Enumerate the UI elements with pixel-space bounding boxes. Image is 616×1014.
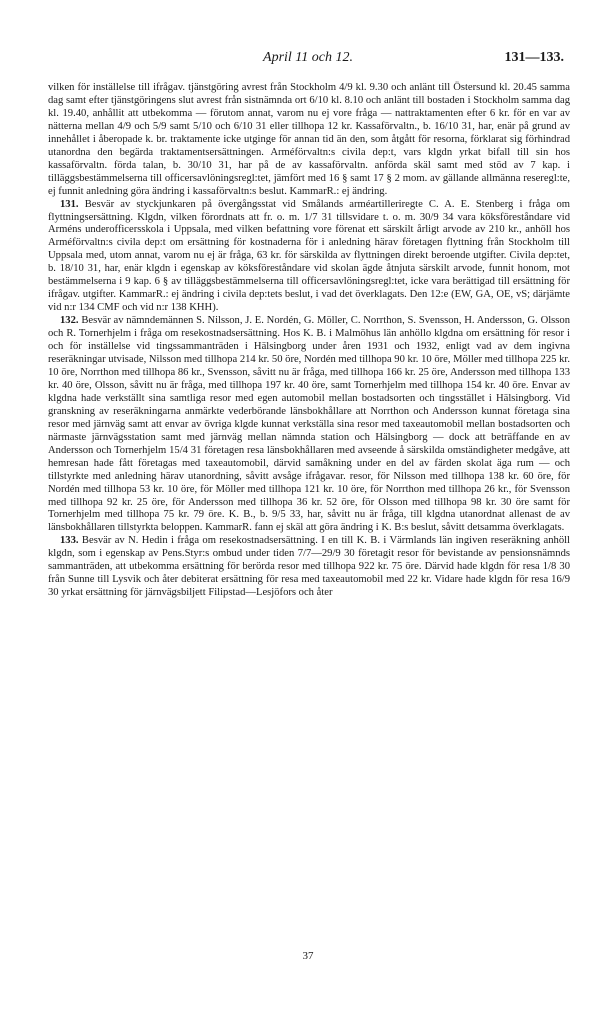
paragraph-text: vilken för inställelse till ifrågav. tjänstgöring avrest från Stockholm 4/9 kl. 9.30 och anlänt till Östersund kl. 20.45 samma dag samt efter tjänstgöringens slut avrest från sistnämnda ort 6/10 kl. 8.10 och anlänt till bostaden i Stockholm samma dag kl. 19.40, anhållit att utbekomma — förutom annat, varom nu ej vore fråga — nattraktamenten efter 6 kr. för en var av nätterna mellan 4/9 och 5/9 samt 5/10 och 6/10 31 eller tillhopa 12 kr. Kassaförvaltn., b. 16/10 31, har, enär på grund av innehållet i åberopade k. br. traktamente icke utginge för annan tid än den, som åtgått för resorna, förklarat sig förhindrad utanordna den begärda traktamentsersättningen. Arméförvaltn:s civila dep:t, vars klgdn yrkat bifall till sin hos kassaförvaltn. förda talan, b. 30/10 31, har på de av kassaförvaltn. anförda skäl samt med stöd av 7 kap. i tilläggsbestämmelserna till officersavlöningsregl:tet, jämfört med 16 § samt 17 § 2 mom. av gällande allmänna reseregl:te, ej funnit anledning göra ändring i kassaförvaltn:s beslut. KammarR.: ej ändring. (48, 82, 570, 197)
section-number: 131. (60, 198, 79, 210)
body-text (48, 82, 570, 600)
paragraph-text: Besvär av styckjunkaren på övergångsstat vid Smålands arméartilleriregte C. A. E. Stenberg i fråga om flyttningsersättning. Klgdn, vilken förordnats att fr. o. m. 1/7 31 tillsvidare t. o. m. 30/9 34 vara köksföreståndare vid Arméns underofficersskola i Uppsala, med vilken befattning vore förenat ett särskilt årligt arvode av 210 kr., anhöll hos Arméförvaltn:s civila dep:t om ersättning för kostnaderna för i anledning härav företagen flyttning från Stockholm till Uppsala med, utom annat, varom nu ej är fråga, 63 kr. för särskilda av flyttningen direkt beroende utgifter. Civila dep:tet, b. 18/10 31, har, enär klgdn i egenskap av köksföreståndare vid skolan ägde åtnjuta särskilt arvode, funnit honom, mot bestämmelserna i 9 kap. 6 § av tilläggsbestämmelserna till officersavlöningsregl:tet, icke vara berättigad till ersättning för ifrågav. utgifter. KammarR.: ej ändring i civila dep:tets beslut, i vad det överklagats. Den 12:e (EW, GA, OE, vS; därjämte vid n:r 134 CMF och vid n:r 138 KHH). (48, 198, 570, 314)
paragraph-131 (48, 199, 570, 316)
section-number: 132. (60, 315, 79, 327)
running-header (0, 50, 616, 72)
header-section-numbers: 131—133. (504, 50, 564, 65)
paragraph-continued (48, 82, 570, 199)
section-number: 133. (60, 535, 79, 547)
paragraph-132 (48, 315, 570, 535)
paragraph-133 (48, 535, 570, 600)
page-number: 37 (302, 950, 314, 962)
paragraph-text: Besvär av N. Hedin i fråga om resekostnadsersättning. I en till K. B. i Värmlands län ingiven reseräkning anhöll klgdn, som i egenskap av Pens.Styr:s ombud under tiden 7/7—29/9 30 företagit resor för bevistande av pensionsnämnds sammanträden, att utbekomma ersättning för berörda resor med tillhopa 922 kr. 75 öre. Därvid hade klgdn för resa 1/8 30 från Sunne till Lysvik och åter debiterat ersättning för resa med taxeautomobil med 22 kr. Vidare hade klgdn för resa 16/9 30 yrkat ersättning för järnvägsbiljett Filipstad—Lesjöfors och åter (48, 535, 570, 599)
header-date: April 11 och 12. (263, 50, 353, 65)
paragraph-text: Besvär av nämndemännen S. Nilsson, J. E. Nordén, G. Möller, C. Norrthon, S. Svensson, H. Andersson, G. Olsson och R. Tornerhjelm i fråga om resekostnadsersättning. Hos K. B. i Malmöhus län anhöllo klgdna om ersättning för resor i och för inställelse vid tingssammanträden i Hälsingborg under åren 1931 och 1932, enligt vad av dem ingivna reseräkningar utvisade, Nilsson med tillhopa 214 kr. 50 öre, Nordén med tillhopa 90 kr. 10 öre, Möller med tillhopa 225 kr. 10 öre, Norrthon med tillhopa 86 kr., Svensson, såvitt nu är fråga, med tillhopa 166 kr. 25 öre, Andersson med tillhopa 133 kr. 40 öre, Olsson, såvitt nu är fråga, med tillhopa 197 kr. 40 öre, samt Tornerhjelm med tillhopa 154 kr. 40 öre. Envar av klgdna hade verkställt sina samtliga resor med egen automobil mellan bostadsorten och tingsstället i Hälsingborg. Vid granskning av reseräkningarna anmärkte vederbörande länsbokhållare att Norrthon och Andersson kunnat företaga sina resor med järnväg samt att envar av övriga klgde kunnat verkställa sina resor med taxeautomobil mellan bostadsorten och närmaste järnvägsstation samt med järnväg mellan nämnda station och Hälsingborg — dock att beträffande en av Andersson och Tornerhjelm 15/4 31 företagen resa länsbokhållaren med avseende å särskilda omständigheter medgåve, att hemresan hade fått företagas med taxeautomobil, därvid samåkning under en del av färden skolat äga rum — och tillstyrkte med anledning härav utanordning, såvitt avsåge ifrågavar. resor, för Nilsson med tillhopa 138 kr. 60 öre, för Nordén med tillhopa 53 kr. 10 öre, för Möller med tillhopa 121 kr. 10 öre, för Norrthon med tillhopa 26 kr., för Svensson med tillhopa 92 kr. 25 öre, för Andersson med tillhopa 36 kr. 52 öre, för Olsson med tillhopa 98 kr. 30 öre samt för Tornerhjelm med tillhopa 75 kr. 79 öre. K. B., b. 9/5 33, har, såvitt nu är fråga, till klgdna utanordnat allenast de av länsbokhållaren tillstyrkta beloppen. KammarR. fann ej skäl att göra ändring i K. B:s beslut, såvitt detsamma överklagats. (48, 315, 571, 534)
